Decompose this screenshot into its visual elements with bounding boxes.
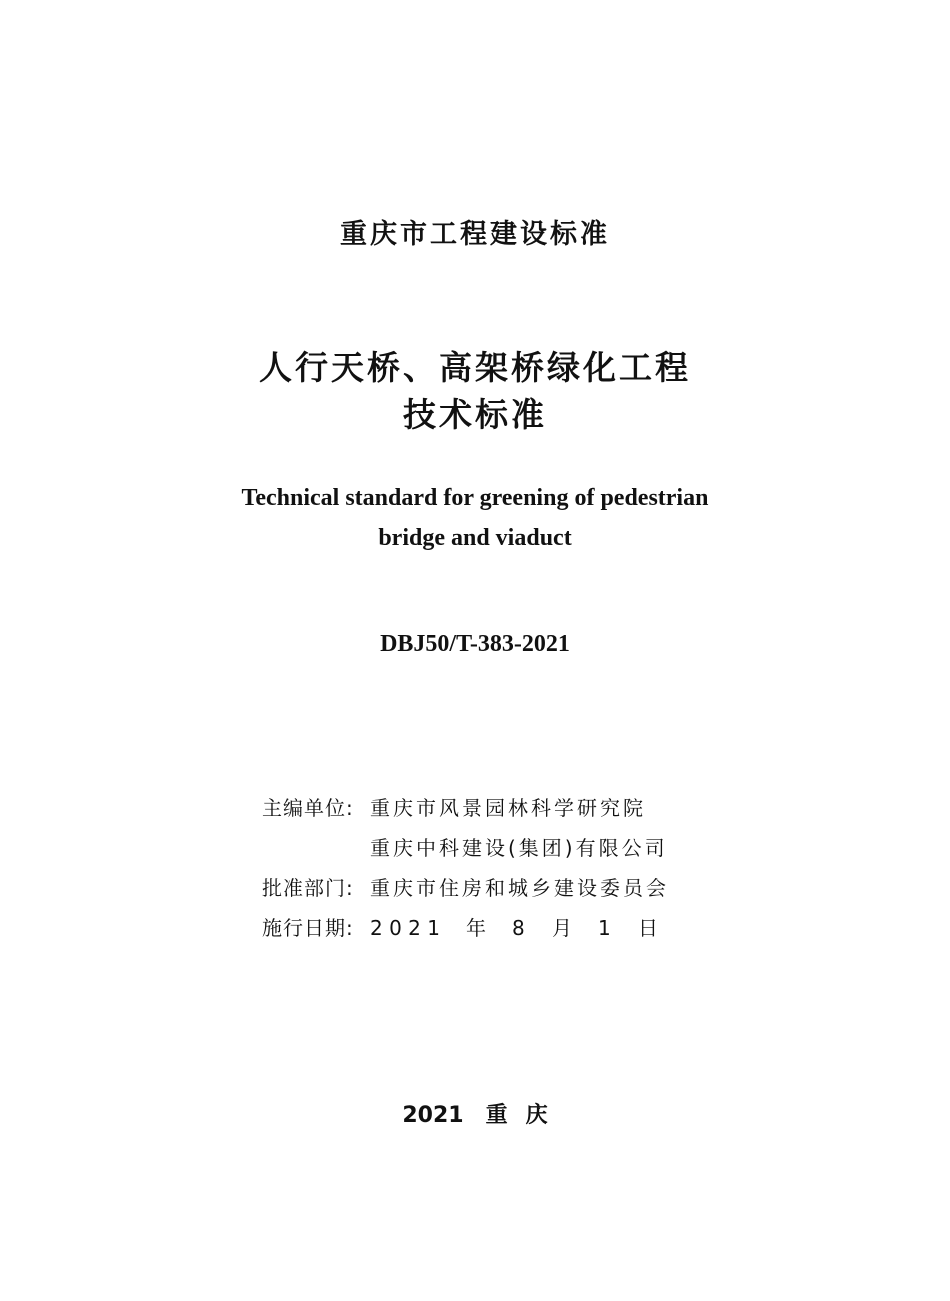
date-year: 2 0 2 1 <box>370 916 440 940</box>
editor-value-2: 重庆中科建设(集团)有限公司 <box>370 836 668 860</box>
approver-value: 重庆市住房和城乡建设委员会 <box>370 876 669 900</box>
title-english-line-1: Technical standard for greening of pedestrian <box>241 485 709 511</box>
info-block <box>262 788 669 948</box>
standard-series: 重庆市工程建设标准 <box>340 219 610 250</box>
publication-footer <box>0 1098 950 1129</box>
editor-row-2 <box>262 828 669 868</box>
editor-value-1: 重庆市风景园林科学研究院 <box>370 796 646 820</box>
publication-year: 2021 <box>402 1103 464 1128</box>
title-chinese-line-2: 技术标准 <box>403 395 547 434</box>
title-chinese <box>0 344 950 438</box>
title-english <box>0 478 950 558</box>
editor-label: 主编单位: <box>262 796 354 820</box>
publication-city-2: 庆 <box>525 1103 548 1128</box>
date-row <box>262 908 669 948</box>
date-day: 1 <box>598 916 611 940</box>
title-english-line-2: bridge and viaduct <box>378 525 572 551</box>
date-month: 8 <box>512 916 525 940</box>
approver-label: 批准部门: <box>262 876 354 900</box>
date-label: 施行日期: <box>262 916 354 940</box>
date-year-unit: 年 <box>466 916 486 940</box>
title-chinese-line-1: 人行天桥、高架桥绿化工程 <box>259 348 691 387</box>
approver-row <box>262 868 669 908</box>
standard-code: DBJ50/T-383-2021 <box>380 631 570 657</box>
date-day-unit: 日 <box>638 916 658 940</box>
date-value <box>370 908 658 948</box>
date-month-unit: 月 <box>552 916 572 940</box>
publication-city-1: 重 <box>485 1103 508 1128</box>
editor-row <box>262 788 669 828</box>
